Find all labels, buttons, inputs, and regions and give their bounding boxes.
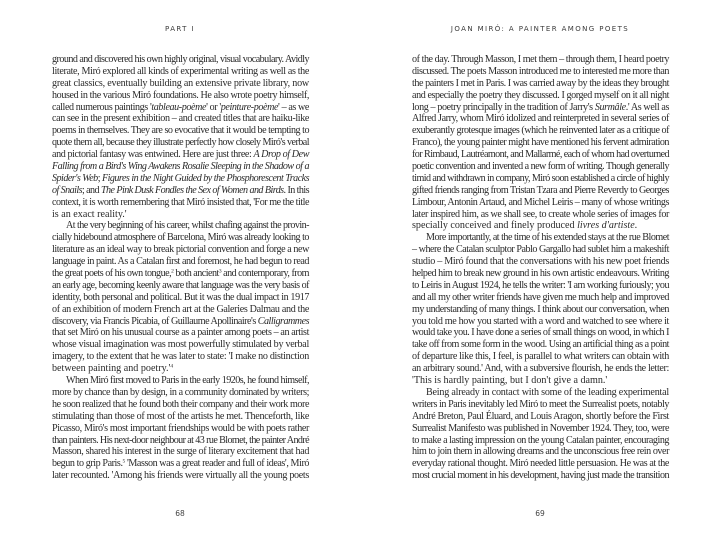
text-line (412, 78, 669, 90)
text-line (412, 197, 669, 209)
italic-text: Surmâle (594, 101, 626, 113)
italic-text: Figures in the Night Guided by the Phosphorescent Tracks (101, 172, 310, 184)
text-line (52, 78, 309, 90)
text-line (412, 125, 669, 137)
text-segment: poems in themselves. They are so evocative that it would be tempting to (52, 125, 309, 137)
text-segment: More importantly, at the time of his extended stays at the rue Blomet (426, 232, 669, 244)
text-segment: of the day. Through Masson, I met them – through them, I heard poetry (412, 54, 669, 65)
text-segment: Surrealist Manifesto was published in November 1924. They, too, were (412, 422, 669, 434)
text-line (52, 304, 309, 316)
text-line (52, 66, 309, 78)
text-segment: he soon realized that he found both their company and their work more (52, 398, 309, 410)
text-line (412, 244, 669, 256)
text-line (412, 256, 669, 268)
text-segment: than painters. His next-door neighbour at 43 rue Blomet, the painter André (52, 434, 309, 446)
footnote-marker: 3 (218, 268, 222, 275)
text-segment: of an exhibition of modern French art at the Galeries Dalmau and the (52, 303, 309, 315)
text-line (52, 268, 309, 280)
text-line (52, 54, 309, 66)
page-number: 68 (175, 509, 185, 518)
text-line (52, 411, 309, 423)
text-segment: Picasso, Miró's most important friendships would be with poets rather (52, 422, 309, 434)
text-segment: Being already in contact with some of the leading experimental (426, 386, 669, 398)
text-line (52, 351, 309, 363)
text-line (412, 399, 669, 411)
text-line (52, 316, 309, 328)
text-line (52, 446, 309, 458)
text-line (412, 173, 669, 185)
text-segment: you told me how you started with a word and watched to see where it (412, 315, 669, 327)
text-line (412, 113, 669, 125)
text-segment: ground and discovered his own highly original, visual vocabulary. Avidly (52, 54, 309, 65)
body-text (52, 54, 309, 482)
text-line (412, 137, 669, 149)
text-segment: At the very beginning of his career, whilst chafing against the provin- (66, 220, 309, 232)
text-line (412, 268, 669, 280)
text-line (52, 363, 309, 375)
text-segment: most crucial moment in his development, having just made the transition (412, 470, 669, 482)
text-line (52, 102, 309, 114)
text-line (412, 327, 669, 339)
text-segment: timid and withdrawn in company, Miró soon established a circle of highly (412, 172, 669, 184)
text-line (52, 185, 309, 197)
text-segment: Alfred Jarry, whom Miró idolized and reinterpreted in several series of (412, 113, 669, 125)
text-segment: André Breton, Paul Éluard, and Louis Aragon, shortly before the First (412, 410, 669, 422)
text-line (52, 244, 309, 256)
italic-text: Spider's Web (52, 172, 98, 184)
text-line (52, 470, 309, 482)
text-segment: later inspired him, as we shall see, to create whole series of images for (412, 208, 669, 220)
text-segment: whose visual imagination was most powerfully stimulated by verbal (52, 339, 309, 351)
text-line (412, 316, 669, 328)
text-line (52, 458, 309, 470)
text-line (52, 399, 309, 411)
right-page (360, 0, 720, 551)
text-segment: context, it is worth remembering that Miró insisted that, 'For me the title (52, 196, 309, 208)
text-line (52, 149, 309, 161)
text-line (412, 54, 669, 66)
italic-text: livres d'artiste (577, 220, 635, 232)
text-line (52, 173, 309, 185)
text-line (412, 149, 669, 161)
running-head: PART I (165, 25, 195, 33)
text-segment: language in paint. As a Catalan first and foremost, he had begun to read (52, 256, 309, 268)
text-segment: begun to grip Paris. (52, 458, 123, 470)
text-line (412, 375, 669, 387)
text-segment: and especially the poetry they discussed. I gorged myself on it all night (412, 89, 669, 101)
text-line (412, 304, 669, 316)
text-segment: for Rimbaud, Lautréamont, and Mallarmé, each of whom had overturned (412, 149, 669, 161)
footnote-marker: 4 (170, 363, 174, 370)
italic-text: A Drop of Dew (253, 149, 310, 161)
text-line (412, 280, 669, 292)
text-segment: . In this (283, 184, 309, 196)
text-line (412, 387, 669, 399)
text-line (52, 232, 309, 244)
text-segment: everyday rational thought. Miró needed little persuasion. He was at the (412, 458, 669, 470)
text-segment: long – poetry principally in the tradition of Jarry's (412, 101, 595, 113)
text-segment: and contemporary, from (221, 268, 310, 280)
text-segment: take off from some form in the wood. Using an artificial thing as a point (412, 339, 670, 351)
footnote-marker: 2 (171, 268, 174, 275)
text-segment: studio – Miró found that the conversations with his new poet friends (412, 256, 669, 268)
text-line (412, 470, 669, 482)
italic-text: tableau-poème (151, 101, 207, 113)
text-line (52, 435, 309, 447)
text-segment: would take you. I have done a series of small things on wood, in which I (412, 327, 669, 339)
text-segment: between painting and poetry.' (52, 363, 171, 375)
text-line (412, 292, 669, 304)
text-segment: can see in the present exhibition – and created titles that are haiku-like (52, 113, 309, 125)
text-segment: ; (97, 172, 102, 184)
text-segment: . (634, 220, 638, 232)
text-line (412, 363, 669, 375)
text-line (52, 90, 309, 102)
text-line (52, 292, 309, 304)
text-line (52, 137, 309, 149)
italic-text: of Snails (52, 184, 82, 196)
text-segment: ' – as we (278, 101, 310, 113)
text-line (412, 446, 669, 458)
text-line (412, 351, 669, 363)
text-segment: exuberantly grotesque images (which he reinvented later as a critique of (412, 125, 669, 137)
body-text (412, 54, 669, 482)
text-line (52, 113, 309, 125)
italic-text: peinture-poème (220, 101, 279, 113)
text-line (412, 232, 669, 244)
text-line (52, 220, 309, 232)
text-segment: is an exact reality.' (52, 208, 127, 220)
text-line (412, 458, 669, 470)
text-segment: identity, both personal and political. But it was the dual impact in 1917 (52, 291, 309, 303)
text-segment: of departure like this, I feel, is parallel to what writers can obtain with (412, 351, 669, 363)
italic-text: Falling from a Bird's Wing Awakens Rosalie Sleeping in the Shadow of a (52, 161, 309, 173)
italic-text: The Pink Dusk Fondles the Sex of Women and Birds (100, 184, 284, 196)
text-line (52, 280, 309, 292)
text-segment: specially conceived and finely produced (412, 220, 578, 232)
text-line (52, 327, 309, 339)
text-segment: to make a lasting impression on the young Catalan painter, encouraging (412, 434, 669, 446)
text-segment: gifted friends ranging from Tristan Tzara and Pierre Reverdy to Georges (412, 184, 669, 196)
text-line (52, 256, 309, 268)
text-line (52, 161, 309, 173)
text-line (412, 90, 669, 102)
text-line (52, 387, 309, 399)
text-segment: .' As well as (625, 101, 669, 113)
text-line (412, 185, 669, 197)
text-line (412, 209, 669, 221)
text-segment: When Miró first moved to Paris in the early 1920s, he found himself, (66, 375, 309, 387)
text-line (52, 125, 309, 137)
text-segment: poetic convention and invented a new form of writing. Though generally (412, 161, 669, 173)
text-line (412, 435, 669, 447)
text-line (412, 339, 669, 351)
text-segment: discovery, via Francis Picabia, of Guillaume Apollinaire's (52, 315, 258, 327)
text-segment: Masson, shared his interest in the surge of literary excitement that had (52, 446, 309, 458)
text-segment: great classics, eventually building an extensive private library, now (52, 77, 309, 89)
text-segment: helped him to break new ground in his own artistic endeavours. Writing (412, 268, 669, 280)
text-segment: more by chance than by design, in a community dominated by writers; (52, 386, 309, 398)
text-segment: housed in the various Miró foundations. He also wrote poetry himself, (52, 89, 309, 101)
text-segment: Limbour, Antonin Artaud, and Michel Leiris – many of whose writings (412, 196, 669, 208)
text-segment: him to join them in allowing dreams and the unconscious free rein over (412, 446, 669, 458)
text-segment: literate, Miró explored all kinds of experimental writing as well as the (52, 65, 309, 77)
text-line (412, 411, 669, 423)
text-segment: the great poets of his own tongue, (52, 268, 172, 280)
text-segment: – where the Catalan sculptor Pablo Gargallo had sublet him a makeshift (412, 244, 669, 256)
text-segment: Franco), the young painter might have mentioned his fervent admiration (412, 137, 669, 149)
text-line (52, 375, 309, 387)
text-segment: cially hidebound atmosphere of Barcelona, Miró was already looking to (52, 232, 309, 244)
text-line (52, 197, 309, 209)
text-segment: discussed. The poets Masson introduced me to interested me more than (412, 65, 669, 77)
text-segment: 'Masson was a great reader and full of ideas', Miró (124, 458, 310, 470)
text-segment: ; and (81, 184, 101, 196)
text-segment: an arbitrary sound.' And, with a subversive flourish, he ends the letter: (412, 363, 669, 375)
text-line (412, 161, 669, 173)
text-segment: the painters I met in Paris. I was carried away by the ideas they brought (412, 77, 669, 89)
text-segment: both ancient (173, 268, 219, 280)
text-line (52, 423, 309, 435)
text-segment: that set Miró on his unusual course as a painter among poets – an artist (52, 327, 309, 339)
text-line (412, 220, 669, 232)
text-segment: literature as an ideal way to break pictorial convention and forge a new (52, 244, 309, 256)
text-segment: ' or ' (206, 101, 221, 113)
text-segment: an early age, becoming keenly aware that language was the very basis of (52, 279, 309, 291)
text-segment: stimulating than those of most of the artists he met. Thenceforth, like (52, 410, 309, 422)
text-segment: 'This is hardly painting, but I don't give a damn.' (412, 375, 608, 387)
running-head: JOAN MIRÓ: A PAINTER AMONG POETS (450, 25, 630, 33)
text-segment: quote them all, because they illustrate perfectly how closely Miró's verbal (52, 137, 309, 149)
text-line (52, 209, 309, 221)
text-line (412, 423, 669, 435)
text-line (412, 66, 669, 78)
text-segment: writers in Paris inevitably led Miró to meet the Surrealist poets, notably (412, 398, 669, 410)
text-segment: later recounted. 'Among his friends were virtually all the young poets (52, 470, 309, 482)
text-segment: my understanding of many things. I think about our conversation, when (412, 303, 669, 315)
text-segment: and all my other writer friends have given me much help and improved (412, 291, 669, 303)
text-segment: called numerous paintings ' (52, 101, 152, 113)
italic-text: Calligrammes (257, 315, 309, 327)
footnote-marker: 5 (122, 458, 125, 465)
text-line (412, 102, 669, 114)
text-segment: and pictorial fantasy was entwined. Here are just three: (52, 149, 254, 161)
text-segment: to Leiris in August 1924, he tells the writer: 'I am working furiously; you (412, 279, 669, 291)
page-number: 69 (535, 509, 545, 518)
text-line (52, 339, 309, 351)
text-segment: imagery, to the extent that he was later to state: 'I make no distinction (52, 351, 310, 363)
